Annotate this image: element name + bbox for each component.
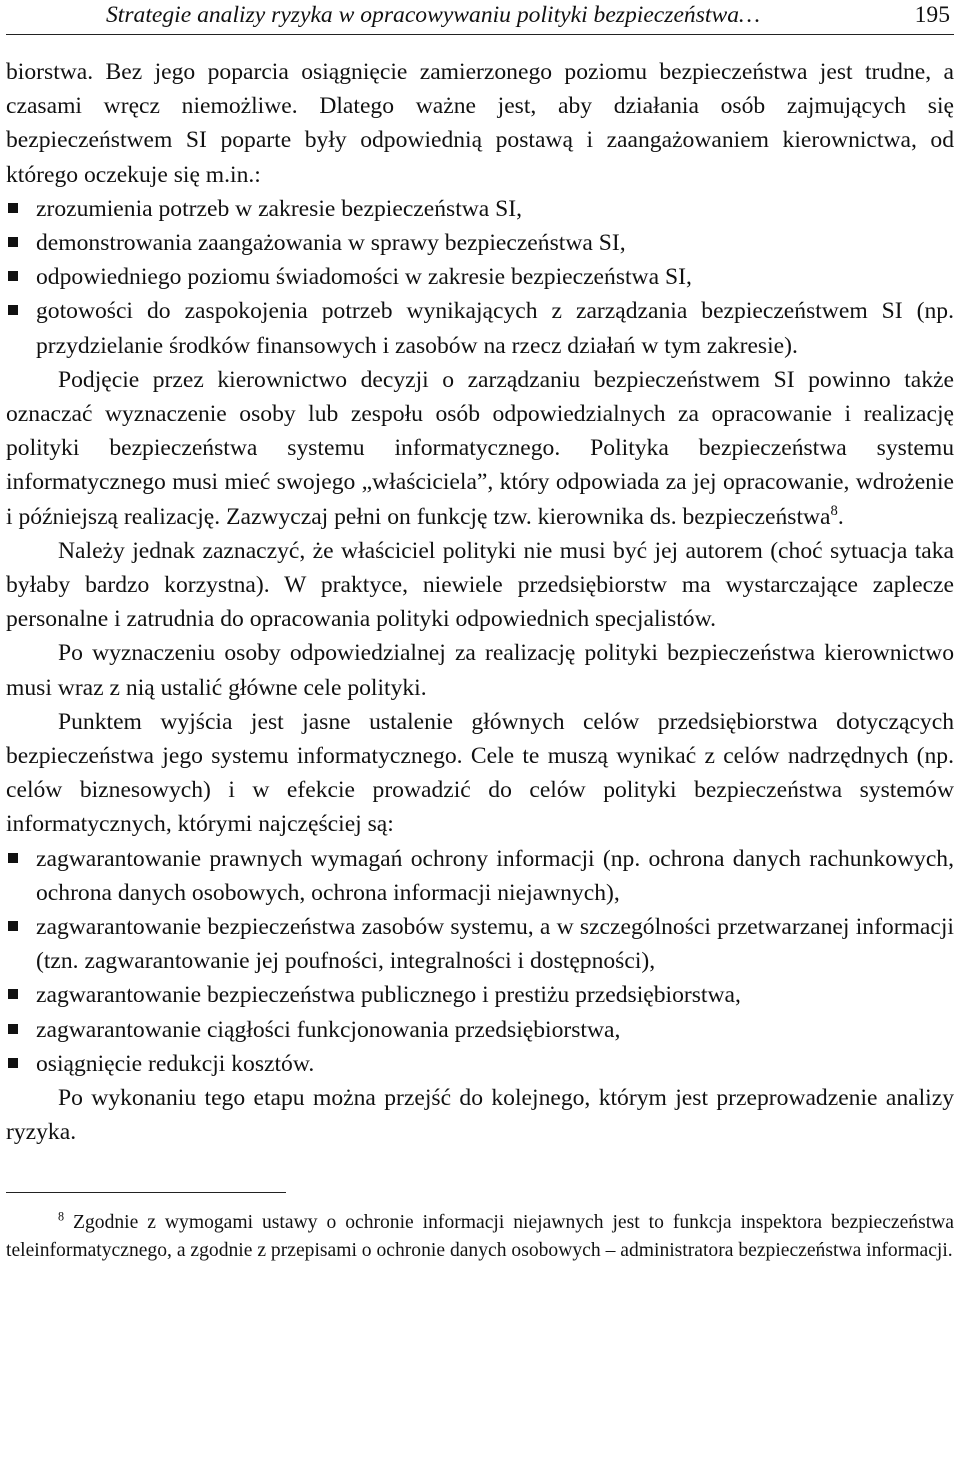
square-bullet-icon — [8, 853, 18, 863]
list-item: zagwarantowanie bezpieczeństwa publicznego i prestiżu przedsiębiorstwa, — [6, 978, 954, 1012]
paragraph-1: biorstwa. Bez jego poparcia osiągnięcie zamierzonego poziomu bezpieczeństwa jest trudne, a czasami wręcz niemożliwe. Dlatego ważne jest, aby działania osób zajmujących się bezpieczeństwem SI poparte były odpowiednią postawą i zaangażowaniem kierownictwa, od którego oczekuje się m.in.: — [6, 59, 954, 188]
paragraph-4: Po wyznaczeniu osoby odpowiedzialnej za realizację polityki bezpieczeństwa kierownictwo musi wraz z nią ustalić główne cele polityki. — [6, 640, 954, 701]
square-bullet-icon — [8, 237, 18, 247]
paragraph-5: Punktem wyjścia jest jasne ustalenie głównych celów przedsiębiorstwa dotyczących bezpieczeństwa jego systemu informatycznego. Cele te muszą wynikać z celów nadrzędnych (np. celów biznesowych) i w efekcie prowadzić do celów polityki bezpieczeństwa systemów informatycznych, którymi najczęściej są: — [6, 708, 954, 838]
square-bullet-icon — [8, 271, 18, 281]
list-item: gotowości do zaspokojenia potrzeb wynikających z zarządzania bezpieczeństwem SI (np. przydzielanie środków finansowych i zasobów na rzecz działań w tym zakresie). — [6, 294, 954, 362]
page-body — [6, 55, 954, 1266]
list-item: zrozumienia potrzeb w zakresie bezpieczeństwa SI, — [6, 192, 954, 226]
square-bullet-icon — [8, 305, 18, 315]
paragraph-2: Podjęcie przez kierownictwo decyzji o zarządzaniu bezpieczeństwem SI powinno także oznaczać wyznaczenie osoby lub zespołu osób odpowiedzialnych za opracowanie i realizację polityki bezpieczeństwa systemu informatycznego. Polityka bezpieczeństwa systemu informatycznego musi mieć swojego „właściciela”, który odpowiada za jej opracowanie, wdrożenie i późniejszą realizację. Zazwyczaj pełni on funkcję tzw. kierownika ds. bezpieczeństwa$^8$. — [6, 366, 954, 530]
running-header — [6, 0, 954, 35]
footnote-divider — [6, 1192, 286, 1193]
list-item: zagwarantowanie ciągłości funkcjonowania przedsiębiorstwa, — [6, 1013, 954, 1047]
paragraph-3: Należy jednak zaznaczyć, że właściciel polityki nie musi być jej autorem (choć sytuacja taka byłaby bardzo korzystna). W praktyce, niewiele przedsiębiorstw ma wystarczające zaplecze personalne i zatrudnia do opracowania polityki odpowiednich specjalistów. — [6, 537, 954, 633]
footnote-reference[interactable]: 8 — [830, 502, 838, 519]
document-page — [6, 0, 954, 1266]
square-bullet-icon — [8, 203, 18, 213]
paragraph-6: Po wykonaniu tego etapu można przejść do kolejnego, którym jest przeprowadzenie analizy ryzyka. — [6, 1085, 954, 1146]
list-item: zagwarantowanie prawnych wymagań ochrony informacji (np. ochrona danych rachunkowych, ochrona danych osobowych, ochrona informacji niejawnych), — [6, 842, 954, 910]
page-number: 195 — [914, 2, 950, 28]
footnote — [6, 1209, 954, 1266]
square-bullet-icon — [8, 1024, 18, 1034]
footnote-number: 8 — [58, 1208, 65, 1223]
square-bullet-icon — [8, 1058, 18, 1068]
running-title: Strategie analizy ryzyka w opracowywaniu polityki bezpieczeństwa… — [106, 2, 760, 28]
square-bullet-icon — [8, 921, 18, 931]
bullet-list-1 — [6, 192, 954, 363]
list-item: demonstrowania zaangażowania w sprawy bezpieczeństwa SI, — [6, 226, 954, 260]
list-item: odpowiedniego poziomu świadomości w zakresie bezpieczeństwa SI, — [6, 260, 954, 294]
footnote-text: Zgodnie z wymogami ustawy o ochronie informacji niejawnych jest to funkcja inspektora bezpieczeństwa teleinformatycznego, a zgodnie z przepisami o ochronie danych osobowych – administratora bezpieczeństwa informacji. — [6, 1211, 955, 1261]
list-item: osiągnięcie redukcji kosztów. — [6, 1047, 954, 1081]
bullet-list-2 — [6, 842, 954, 1081]
square-bullet-icon — [8, 989, 18, 999]
list-item: zagwarantowanie bezpieczeństwa zasobów systemu, a w szczególności przetwarzanej informacji (tzn. zagwarantowanie jej poufności, integralności i dostępności), — [6, 910, 954, 978]
